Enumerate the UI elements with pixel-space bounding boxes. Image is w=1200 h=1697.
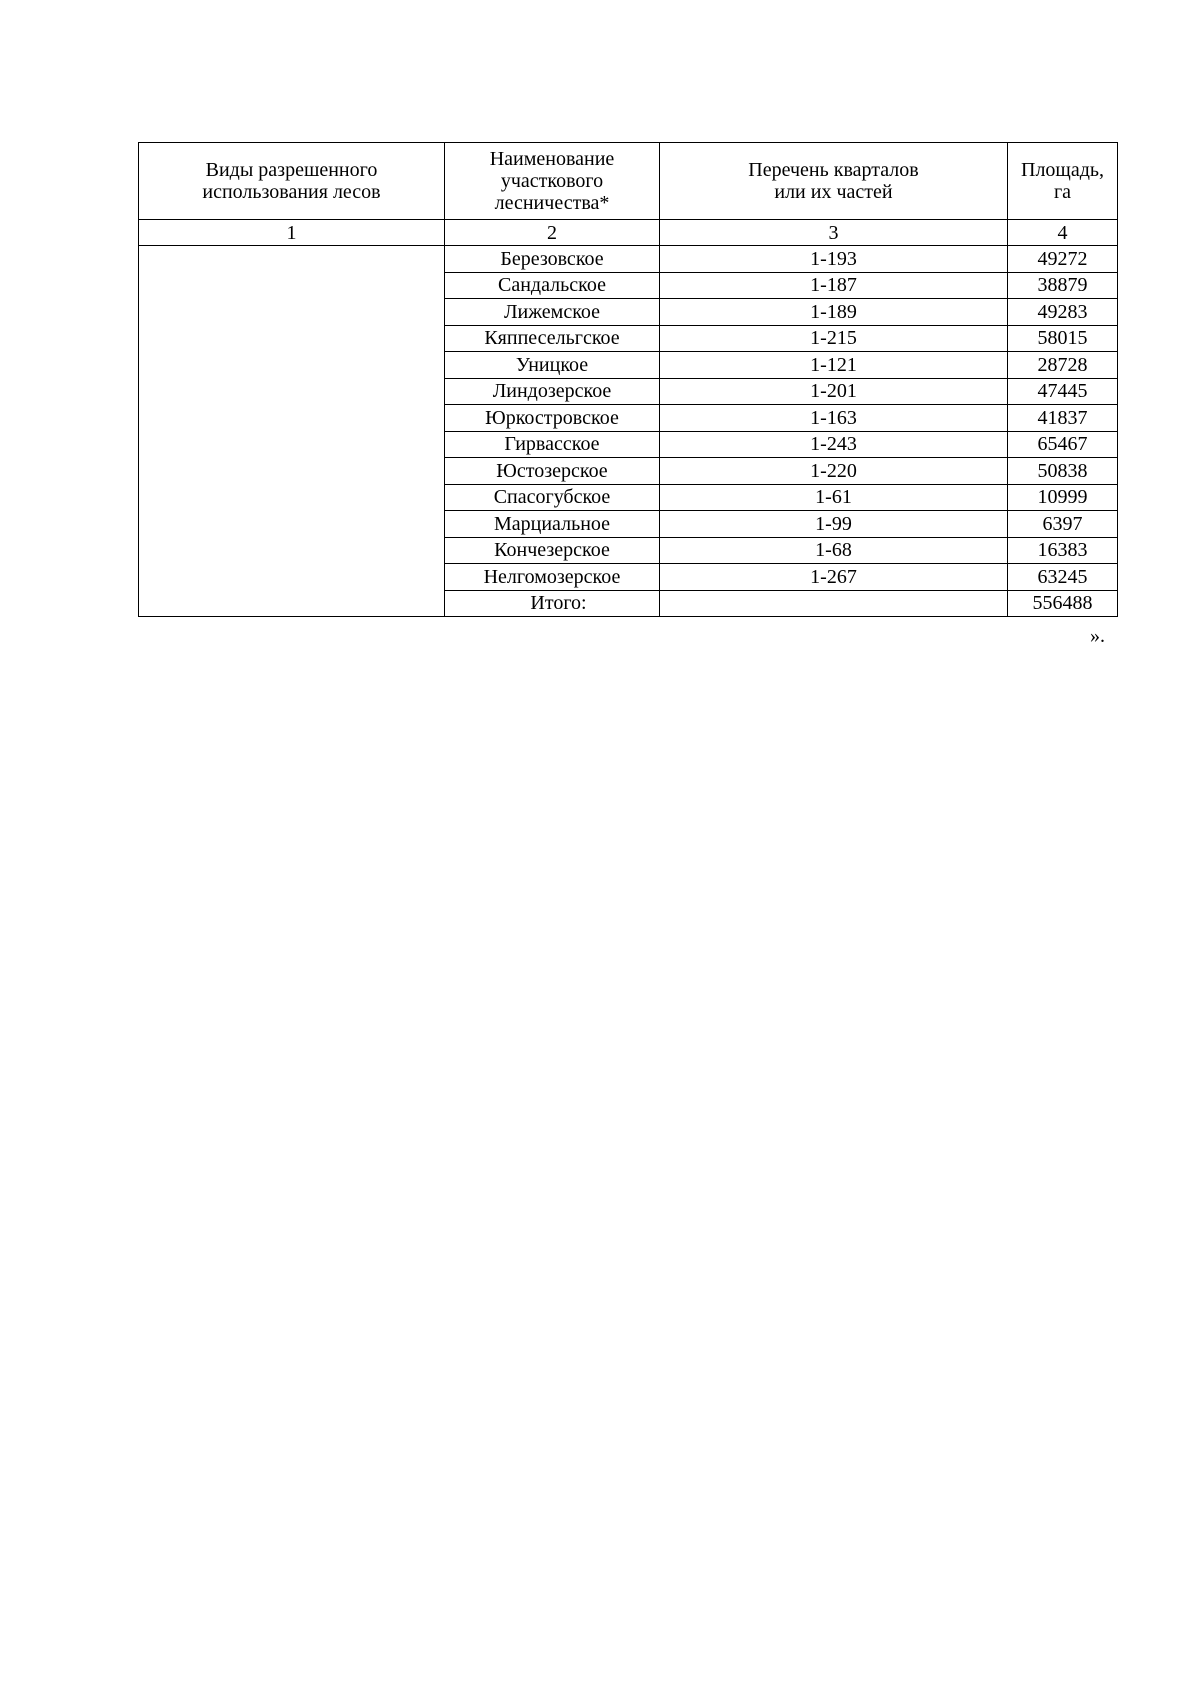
area-cell: 38879	[1008, 272, 1118, 299]
quarters-cell: 1-163	[660, 405, 1008, 432]
forestry-name-cell: Сандальское	[445, 272, 660, 299]
quarters-cell: 1-215	[660, 325, 1008, 352]
total-area-cell: 556488	[1008, 590, 1118, 617]
usage-type-cell	[139, 246, 445, 617]
header-forestry-name: Наименование участкового лесничества*	[445, 143, 660, 220]
forestry-name-cell: Гирвасское	[445, 431, 660, 458]
quarters-cell: 1-187	[660, 272, 1008, 299]
total-label: Итого:	[445, 590, 660, 617]
header-area: Площадь, га	[1008, 143, 1118, 220]
table-row	[139, 246, 1118, 273]
header-row	[139, 143, 1118, 220]
forestry-name-cell: Лижемское	[445, 299, 660, 326]
quarters-cell: 1-189	[660, 299, 1008, 326]
forestry-name-cell: Юркостровское	[445, 405, 660, 432]
column-number-row	[139, 220, 1118, 246]
forest-usage-table	[138, 142, 1118, 617]
closing-quote-mark: ».	[1090, 625, 1105, 647]
column-number: 3	[660, 220, 1008, 246]
area-cell: 65467	[1008, 431, 1118, 458]
header-usage-types: Виды разрешенного использования лесов	[139, 143, 445, 220]
area-cell: 47445	[1008, 378, 1118, 405]
area-cell: 6397	[1008, 511, 1118, 538]
quarters-cell: 1-193	[660, 246, 1008, 273]
forestry-name-cell: Нелгомозерское	[445, 564, 660, 591]
quarters-cell: 1-68	[660, 537, 1008, 564]
quarters-cell: 1-121	[660, 352, 1008, 379]
forestry-name-cell: Кончезерское	[445, 537, 660, 564]
forestry-name-cell: Марциальное	[445, 511, 660, 538]
forestry-name-cell: Линдозерское	[445, 378, 660, 405]
area-cell: 16383	[1008, 537, 1118, 564]
area-cell: 49283	[1008, 299, 1118, 326]
forestry-name-cell: Кяппесельгское	[445, 325, 660, 352]
forestry-name-cell: Юстозерское	[445, 458, 660, 485]
quarters-cell: 1-99	[660, 511, 1008, 538]
area-cell: 10999	[1008, 484, 1118, 511]
column-number: 4	[1008, 220, 1118, 246]
area-cell: 28728	[1008, 352, 1118, 379]
quarters-cell: 1-243	[660, 431, 1008, 458]
area-cell: 49272	[1008, 246, 1118, 273]
area-cell: 63245	[1008, 564, 1118, 591]
forestry-name-cell: Уницкое	[445, 352, 660, 379]
forestry-name-cell: Спасогубское	[445, 484, 660, 511]
quarters-cell: 1-220	[660, 458, 1008, 485]
column-number: 2	[445, 220, 660, 246]
area-cell: 41837	[1008, 405, 1118, 432]
total-quarters-cell	[660, 590, 1008, 617]
header-quarters-list: Перечень кварталов или их частей	[660, 143, 1008, 220]
table-body	[139, 246, 1118, 617]
quarters-cell: 1-61	[660, 484, 1008, 511]
forestry-name-cell: Березовское	[445, 246, 660, 273]
column-number: 1	[139, 220, 445, 246]
area-cell: 58015	[1008, 325, 1118, 352]
quarters-cell: 1-201	[660, 378, 1008, 405]
area-cell: 50838	[1008, 458, 1118, 485]
quarters-cell: 1-267	[660, 564, 1008, 591]
